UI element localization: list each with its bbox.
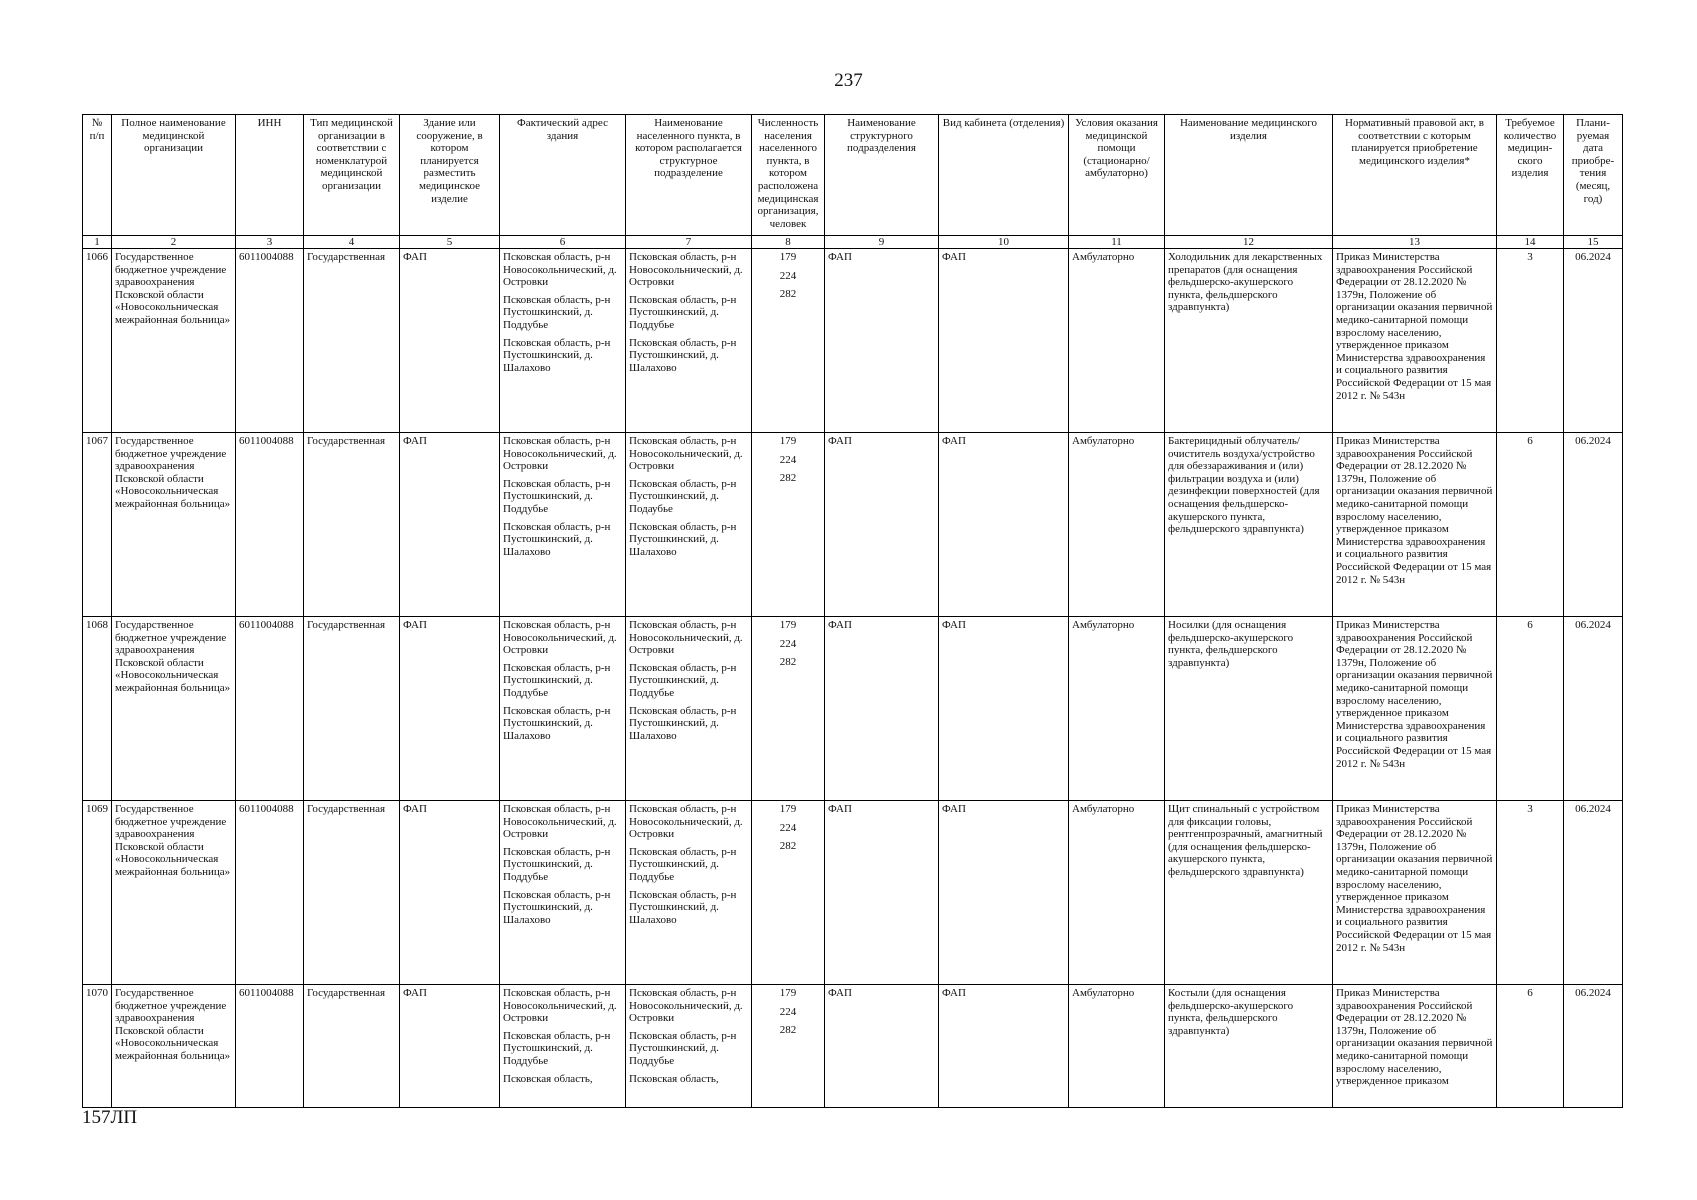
column-header: Фактический адрес здания bbox=[500, 115, 626, 236]
address-entry: Псковская область, р-н Пустошкинский, д. Поддубье bbox=[503, 845, 611, 883]
org-type-cell: Государственная bbox=[304, 801, 400, 985]
address-entry: Псковская область, р-н Пустошкинский, д. Поддубье bbox=[503, 1029, 611, 1067]
column-header: Нормативный правовой акт, в соответствии с которым планируется приобретение медицинского изделия* bbox=[1333, 115, 1497, 236]
column-header: Плани-руемая дата приобре-тения (месяц, год) bbox=[1564, 115, 1623, 236]
cabinet-cell: ФАП bbox=[939, 433, 1069, 617]
population-value: 179 bbox=[779, 987, 797, 999]
header-row bbox=[83, 115, 1623, 236]
address-cell bbox=[500, 433, 626, 617]
division-cell: ФАП bbox=[825, 433, 939, 617]
column-number: 10 bbox=[939, 236, 1069, 249]
population-value: 224 bbox=[779, 453, 797, 466]
org-type-cell: Государственная bbox=[304, 433, 400, 617]
column-header: ИНН bbox=[236, 115, 304, 236]
organization-cell: Государственное бюджетное учреждение здравоохранения Псковской области «Новосокольническая межрайонная больница» bbox=[112, 617, 236, 801]
column-number: 4 bbox=[304, 236, 400, 249]
address-entry: Псковская область, р-н Пустошкинский, д. Шалахово bbox=[503, 888, 611, 926]
population-value: 179 bbox=[779, 619, 797, 631]
locality-entry: Псковская область, р-н Пустошкинский, д. Шалахово bbox=[629, 704, 737, 742]
org-type-cell: Государственная bbox=[304, 985, 400, 1108]
locality-entry: Псковская область, р-н Пустошкинский, д. Шалахово bbox=[629, 336, 737, 374]
document-code: 157ЛП bbox=[82, 1107, 138, 1128]
population-value: 282 bbox=[779, 288, 797, 301]
conditions-cell: Амбулаторно bbox=[1069, 801, 1165, 985]
column-header: Наименование населенного пункта, в котором располагается структурное подразделение bbox=[626, 115, 752, 236]
inn-cell: 6011004088 bbox=[236, 985, 304, 1108]
quantity-cell: 6 bbox=[1497, 617, 1564, 801]
row-number-cell: 1068 bbox=[83, 617, 112, 801]
conditions-cell: Амбулаторно bbox=[1069, 249, 1165, 433]
population-value: 179 bbox=[779, 803, 797, 815]
division-cell: ФАП bbox=[825, 617, 939, 801]
cabinet-cell: ФАП bbox=[939, 617, 1069, 801]
locality-entry: Псковская область, р-н Пустошкинский, д. Подаубье bbox=[629, 477, 737, 515]
population-value: 282 bbox=[779, 1024, 797, 1037]
device-name-cell: Щит спинальный с устройством для фиксации головы, рентгенпрозрачный, амагнитный (для оснащения фельдшерско-акушерского пункта, фельдшерского здравпункта) bbox=[1165, 801, 1333, 985]
locality-entry: Псковская область, р-н Пустошкинский, д. Поддубье bbox=[629, 845, 737, 883]
quantity-cell: 6 bbox=[1497, 433, 1564, 617]
org-type-cell: Государственная bbox=[304, 249, 400, 433]
legal-act-cell: Приказ Министерства здравоохранения Российской Федерации от 28.12.2020 № 1379н, Положение об организации оказания первичной медико-санитарной помощи взрослому населению, утвержденное приказом Министерства здравоохранения и социального развития Российской Федерации от 15 мая 2012 г. № 543н bbox=[1333, 617, 1497, 801]
column-header: Наименование медицинского изделия bbox=[1165, 115, 1333, 236]
column-number: 11 bbox=[1069, 236, 1165, 249]
locality-cell bbox=[626, 617, 752, 801]
address-entry: Псковская область, bbox=[503, 1072, 593, 1085]
population-value: 179 bbox=[779, 251, 797, 263]
locality-entry: Псковская область, р-н Пустошкинский, д. Шалахово bbox=[629, 520, 737, 558]
table-row bbox=[83, 433, 1623, 617]
population-value: 282 bbox=[779, 472, 797, 485]
division-cell: ФАП bbox=[825, 801, 939, 985]
device-name-cell: Холодильник для лекарственных препаратов (для оснащения фельдшерско-акушерского пункта, фельдшерского здравпункта) bbox=[1165, 249, 1333, 433]
building-cell: ФАП bbox=[400, 801, 500, 985]
population-cell bbox=[752, 249, 825, 433]
legal-act-cell: Приказ Министерства здравоохранения Российской Федерации от 28.12.2020 № 1379н, Положение об организации оказания первичной медико-санитарной помощи взрослому населению, утвержденное приказом Министерства здравоохранения и социального развития Российской Федерации от 15 мая 2012 г. № 543н bbox=[1333, 801, 1497, 985]
legal-act-cell: Приказ Министерства здравоохранения Российской Федерации от 28.12.2020 № 1379н, Положение об организации оказания первичной медико-санитарной помощи взрослому населению, утвержденное приказом bbox=[1333, 985, 1497, 1108]
quantity-cell: 6 bbox=[1497, 985, 1564, 1108]
address-entry: Псковская область, р-н Новосокольнический, д. Островки bbox=[503, 619, 617, 657]
purchase-date-cell: 06.2024 bbox=[1564, 433, 1623, 617]
building-cell: ФАП bbox=[400, 985, 500, 1108]
building-cell: ФАП bbox=[400, 249, 500, 433]
purchase-date-cell: 06.2024 bbox=[1564, 801, 1623, 985]
building-cell: ФАП bbox=[400, 433, 500, 617]
column-header: Вид кабинета (отделения) bbox=[939, 115, 1069, 236]
purchase-date-cell: 06.2024 bbox=[1564, 985, 1623, 1108]
column-number: 12 bbox=[1165, 236, 1333, 249]
conditions-cell: Амбулаторно bbox=[1069, 985, 1165, 1108]
column-number: 8 bbox=[752, 236, 825, 249]
column-number: 15 bbox=[1564, 236, 1623, 249]
cabinet-cell: ФАП bbox=[939, 985, 1069, 1108]
row-number-cell: 1066 bbox=[83, 249, 112, 433]
legal-act-cell: Приказ Министерства здравоохранения Российской Федерации от 28.12.2020 № 1379н, Положение об организации оказания первичной медико-санитарной помощи взрослому населению, утвержденное приказом Министерства здравоохранения и социального развития Российской Федерации от 15 мая 2012 г. № 543н bbox=[1333, 249, 1497, 433]
address-entry: Псковская область, р-н Пустошкинский, д. Шалахово bbox=[503, 704, 611, 742]
column-header: Численность населения населенного пункта, в котором расположена медицинская организация, человек bbox=[752, 115, 825, 236]
organization-cell: Государственное бюджетное учреждение здравоохранения Псковской области «Новосокольническая межрайонная больница» bbox=[112, 249, 236, 433]
population-value: 224 bbox=[779, 269, 797, 282]
device-name-cell: Носилки (для оснащения фельдшерско-акушерского пункта, фельдшерского здравпункта) bbox=[1165, 617, 1333, 801]
locality-entry: Псковская область, р-н Пустошкинский, д. Шалахово bbox=[629, 888, 737, 926]
locality-entry: Псковская область, р-н Новосокольнический, д. Островки bbox=[629, 619, 743, 657]
column-number: 2 bbox=[112, 236, 236, 249]
locality-entry: Псковская область, р-н Новосокольнический, д. Островки bbox=[629, 251, 743, 289]
population-cell bbox=[752, 617, 825, 801]
locality-cell bbox=[626, 433, 752, 617]
legal-act-cell: Приказ Министерства здравоохранения Российской Федерации от 28.12.2020 № 1379н, Положение об организации оказания первичной медико-санитарной помощи взрослому населению, утвержденное приказом Министерства здравоохранения и социального развития Российской Федерации от 15 мая 2012 г. № 543н bbox=[1333, 433, 1497, 617]
conditions-cell: Амбулаторно bbox=[1069, 433, 1165, 617]
division-cell: ФАП bbox=[825, 985, 939, 1108]
inn-cell: 6011004088 bbox=[236, 617, 304, 801]
address-cell bbox=[500, 985, 626, 1108]
address-entry: Псковская область, р-н Пустошкинский, д. Поддубье bbox=[503, 661, 611, 699]
locality-entry: Псковская область, р-н Пустошкинский, д. Поддубье bbox=[629, 293, 737, 331]
locality-entry: Псковская область, bbox=[629, 1072, 719, 1085]
conditions-cell: Амбулаторно bbox=[1069, 617, 1165, 801]
device-name-cell: Бактерицидный облучатель/очиститель воздуха/устройство для обеззараживания и (или) фильтрации воздуха и (или) дезинфекции поверхностей (для оснащения фельдшерско-акушерского пункта, фельдшерского здравпункта) bbox=[1165, 433, 1333, 617]
address-cell bbox=[500, 801, 626, 985]
column-number: 3 bbox=[236, 236, 304, 249]
column-number: 5 bbox=[400, 236, 500, 249]
address-entry: Псковская область, р-н Новосокольнический, д. Островки bbox=[503, 251, 617, 289]
address-entry: Псковская область, р-н Пустошкинский, д. Поддубье bbox=[503, 477, 611, 515]
population-cell bbox=[752, 433, 825, 617]
locality-entry: Псковская область, р-н Новосокольнический, д. Островки bbox=[629, 435, 743, 473]
population-cell bbox=[752, 985, 825, 1108]
address-entry: Псковская область, р-н Пустошкинский, д. Поддубье bbox=[503, 293, 611, 331]
page-number: 237 bbox=[834, 70, 863, 91]
column-header: Полное наименование медицинской организации bbox=[112, 115, 236, 236]
locality-cell bbox=[626, 801, 752, 985]
column-header: Здание или сооружение, в котором планируется разместить медицинское изделие bbox=[400, 115, 500, 236]
population-value: 224 bbox=[779, 637, 797, 650]
population-value: 282 bbox=[779, 840, 797, 853]
column-number-row bbox=[83, 236, 1623, 249]
column-number: 6 bbox=[500, 236, 626, 249]
organization-cell: Государственное бюджетное учреждение здравоохранения Псковской области «Новосокольническая межрайонная больница» bbox=[112, 801, 236, 985]
population-value: 224 bbox=[779, 821, 797, 834]
table-row bbox=[83, 985, 1623, 1108]
population-cell bbox=[752, 801, 825, 985]
column-header: Тип медицинской организации в соответствии с номенклатурой медицинской организации bbox=[304, 115, 400, 236]
purchase-date-cell: 06.2024 bbox=[1564, 617, 1623, 801]
purchase-date-cell: 06.2024 bbox=[1564, 249, 1623, 433]
population-value: 179 bbox=[779, 435, 797, 447]
column-header: Наименование структурного подразделения bbox=[825, 115, 939, 236]
locality-cell bbox=[626, 985, 752, 1108]
table-row bbox=[83, 617, 1623, 801]
device-name-cell: Костыли (для оснащения фельдшерско-акушерского пункта, фельдшерского здравпункта) bbox=[1165, 985, 1333, 1108]
medical-devices-table bbox=[82, 114, 1623, 1108]
org-type-cell: Государственная bbox=[304, 617, 400, 801]
column-number: 9 bbox=[825, 236, 939, 249]
column-number: 14 bbox=[1497, 236, 1564, 249]
table-row bbox=[83, 249, 1623, 433]
column-header: Условия оказания медицинской помощи (стационарно/ амбулаторно) bbox=[1069, 115, 1165, 236]
cabinet-cell: ФАП bbox=[939, 249, 1069, 433]
address-cell bbox=[500, 617, 626, 801]
inn-cell: 6011004088 bbox=[236, 249, 304, 433]
locality-entry: Псковская область, р-н Пустошкинский, д. Поддубье bbox=[629, 1029, 737, 1067]
address-entry: Псковская область, р-н Пустошкинский, д. Шалахово bbox=[503, 520, 611, 558]
row-number-cell: 1069 bbox=[83, 801, 112, 985]
address-entry: Псковская область, р-н Новосокольнический, д. Островки bbox=[503, 803, 617, 841]
column-header: Требуемое количество медицин-ского изделия bbox=[1497, 115, 1564, 236]
division-cell: ФАП bbox=[825, 249, 939, 433]
column-number: 13 bbox=[1333, 236, 1497, 249]
address-cell bbox=[500, 249, 626, 433]
population-value: 282 bbox=[779, 656, 797, 669]
inn-cell: 6011004088 bbox=[236, 801, 304, 985]
cabinet-cell: ФАП bbox=[939, 801, 1069, 985]
address-entry: Псковская область, р-н Пустошкинский, д. Шалахово bbox=[503, 336, 611, 374]
locality-cell bbox=[626, 249, 752, 433]
address-entry: Псковская область, р-н Новосокольнический, д. Островки bbox=[503, 987, 617, 1025]
locality-entry: Псковская область, р-н Новосокольнический, д. Островки bbox=[629, 987, 743, 1025]
locality-entry: Псковская область, р-н Пустошкинский, д. Поддубье bbox=[629, 661, 737, 699]
organization-cell: Государственное бюджетное учреждение здравоохранения Псковской области «Новосокольническая межрайонная больница» bbox=[112, 433, 236, 617]
column-header: № п/п bbox=[83, 115, 112, 236]
address-entry: Псковская область, р-н Новосокольнический, д. Островки bbox=[503, 435, 617, 473]
column-number: 7 bbox=[626, 236, 752, 249]
table-row bbox=[83, 801, 1623, 985]
quantity-cell: 3 bbox=[1497, 249, 1564, 433]
row-number-cell: 1070 bbox=[83, 985, 112, 1108]
row-number-cell: 1067 bbox=[83, 433, 112, 617]
inn-cell: 6011004088 bbox=[236, 433, 304, 617]
locality-entry: Псковская область, р-н Новосокольнический, д. Островки bbox=[629, 803, 743, 841]
quantity-cell: 3 bbox=[1497, 801, 1564, 985]
column-number: 1 bbox=[83, 236, 112, 249]
organization-cell: Государственное бюджетное учреждение здравоохранения Псковской области «Новосокольническая межрайонная больница» bbox=[112, 985, 236, 1108]
building-cell: ФАП bbox=[400, 617, 500, 801]
population-value: 224 bbox=[779, 1005, 797, 1018]
